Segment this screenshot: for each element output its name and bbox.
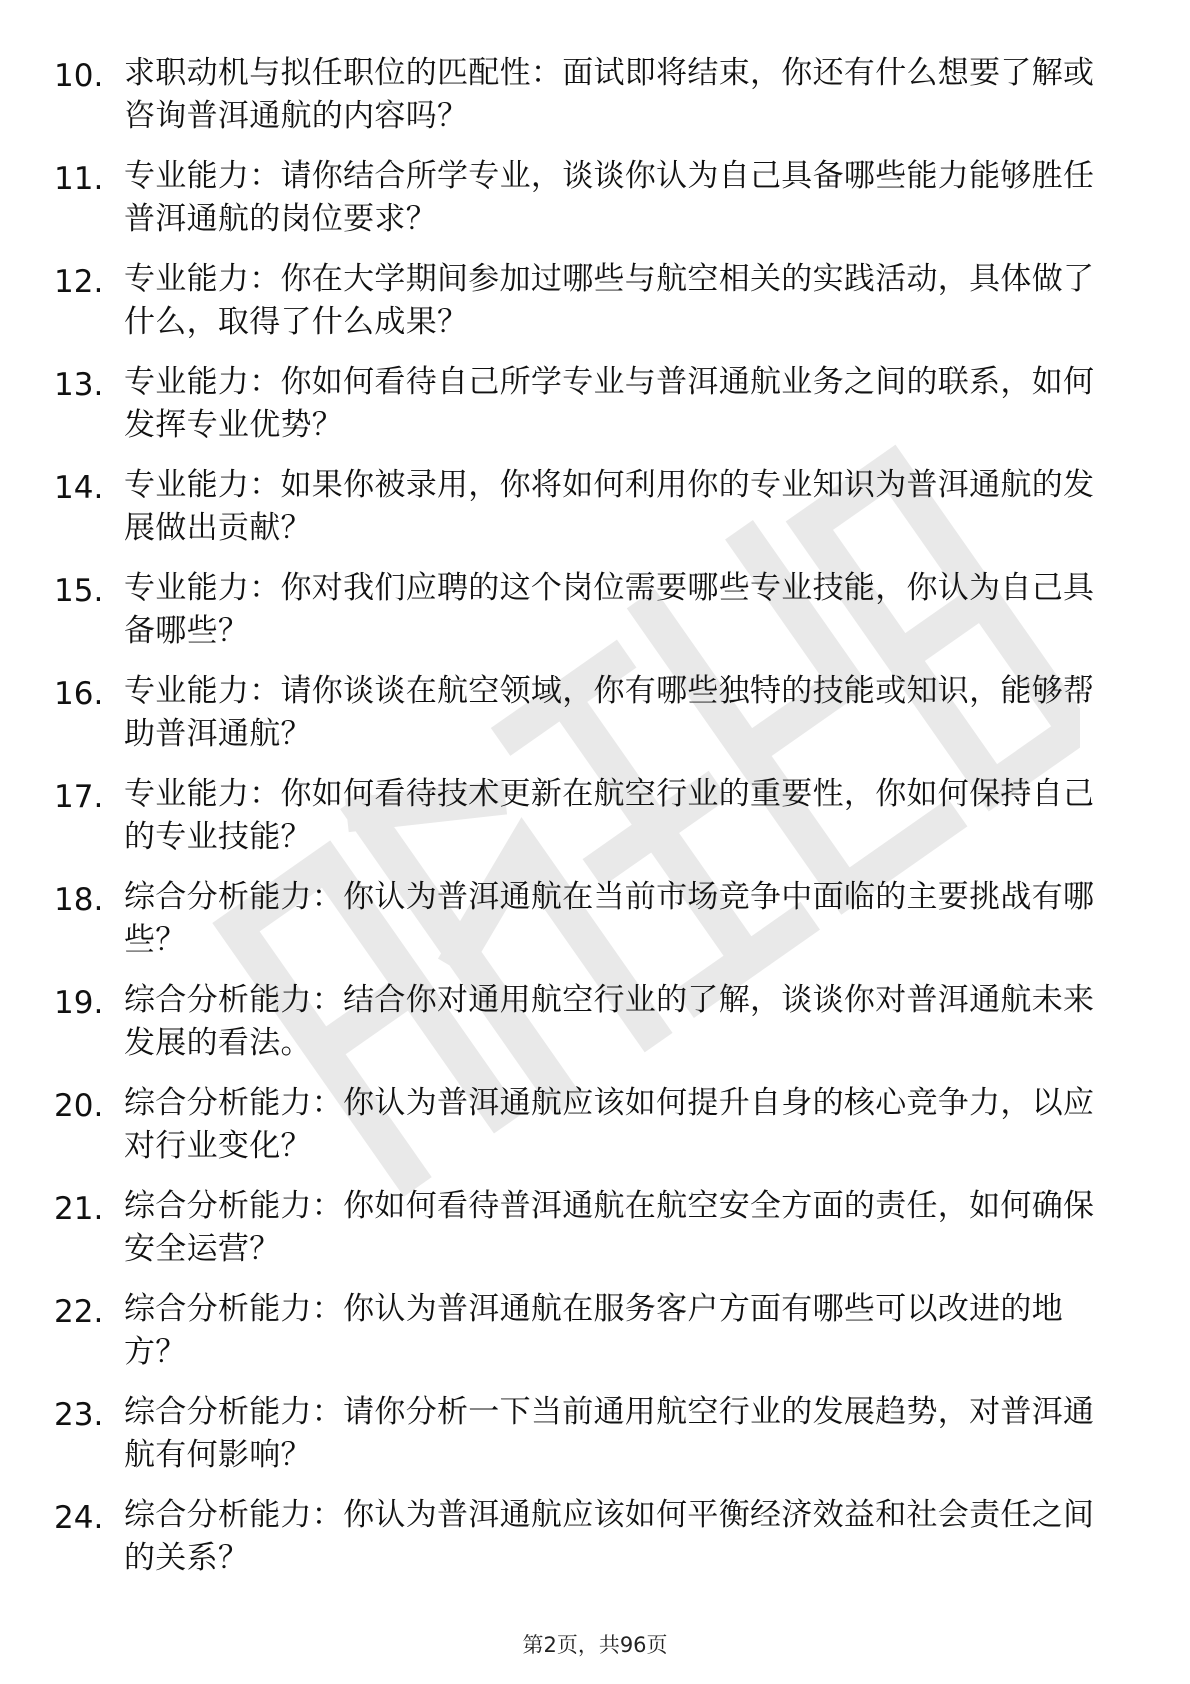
question-text: 求职动机与拟任职位的匹配性：面试即将结束，你还有什么想要了解或咨询普洱通航的内容吗？ bbox=[124, 55, 1095, 134]
question-number: 13. bbox=[54, 367, 104, 403]
question-text: 综合分析能力：请你分析一下当前通用航空行业的发展趋势，对普洱通航有何影响？ bbox=[124, 1394, 1095, 1473]
question-text: 综合分析能力：你认为普洱通航在当前市场竞争中面临的主要挑战有哪些？ bbox=[124, 879, 1095, 958]
question-item bbox=[0, 155, 1190, 258]
question-number: 15. bbox=[54, 573, 104, 609]
question-text: 专业能力：你对我们应聘的这个岗位需要哪些专业技能，你认为自己具备哪些？ bbox=[124, 570, 1095, 649]
question-item bbox=[0, 1391, 1190, 1494]
question-text: 专业能力：你在大学期间参加过哪些与航空相关的实践活动，具体做了什么，取得了什么成果？ bbox=[124, 261, 1095, 340]
question-item bbox=[0, 567, 1190, 670]
question-number: 19. bbox=[54, 985, 104, 1021]
question-number: 22. bbox=[54, 1294, 104, 1330]
question-item bbox=[0, 670, 1190, 773]
question-number: 16. bbox=[54, 676, 104, 712]
question-item bbox=[0, 979, 1190, 1082]
question-item bbox=[0, 876, 1190, 979]
question-number: 24. bbox=[54, 1500, 104, 1536]
question-number: 20. bbox=[54, 1088, 104, 1124]
question-item bbox=[0, 773, 1190, 876]
question-text: 综合分析能力：你如何看待普洱通航在航空安全方面的责任，如何确保安全运营？ bbox=[124, 1188, 1095, 1267]
question-number: 14. bbox=[54, 470, 104, 506]
question-number: 23. bbox=[54, 1397, 104, 1433]
question-number: 17. bbox=[54, 779, 104, 815]
question-text: 综合分析能力：你认为普洱通航应该如何提升自身的核心竞争力，以应对行业变化？ bbox=[124, 1085, 1095, 1164]
question-number: 21. bbox=[54, 1191, 104, 1227]
question-item bbox=[0, 361, 1190, 464]
question-text: 专业能力：请你谈谈在航空领域，你有哪些独特的技能或知识，能够帮助普洱通航？ bbox=[124, 673, 1095, 752]
question-text: 综合分析能力：你认为普洱通航应该如何平衡经济效益和社会责任之间的关系？ bbox=[124, 1497, 1095, 1576]
question-item bbox=[0, 258, 1190, 361]
question-item bbox=[0, 1185, 1190, 1288]
question-text: 专业能力：请你结合所学专业，谈谈你认为自己具备哪些能力能够胜任普洱通航的岗位要求？ bbox=[124, 158, 1095, 237]
question-item bbox=[0, 1288, 1190, 1391]
question-text: 专业能力：你如何看待技术更新在航空行业的重要性，你如何保持自己的专业技能？ bbox=[124, 776, 1095, 855]
question-item bbox=[0, 1494, 1190, 1597]
question-text: 专业能力：如果你被录用，你将如何利用你的专业知识为普洱通航的发展做出贡献？ bbox=[124, 467, 1095, 546]
page-footer: 第2页，共96页 bbox=[522, 1633, 668, 1657]
question-number: 11. bbox=[54, 161, 104, 197]
question-number: 12. bbox=[54, 264, 104, 300]
question-text: 综合分析能力：结合你对通用航空行业的了解，谈谈你对普洱通航未来发展的看法。 bbox=[124, 982, 1095, 1061]
question-item bbox=[0, 464, 1190, 567]
question-text: 综合分析能力：你认为普洱通航在服务客户方面有哪些可以改进的地方？ bbox=[124, 1291, 1063, 1370]
question-list bbox=[0, 52, 1190, 1597]
question-number: 10. bbox=[54, 58, 104, 94]
question-item bbox=[0, 52, 1190, 155]
question-text: 专业能力：你如何看待自己所学专业与普洱通航业务之间的联系，如何发挥专业优势？ bbox=[124, 364, 1095, 443]
question-number: 18. bbox=[54, 882, 104, 918]
question-item bbox=[0, 1082, 1190, 1185]
